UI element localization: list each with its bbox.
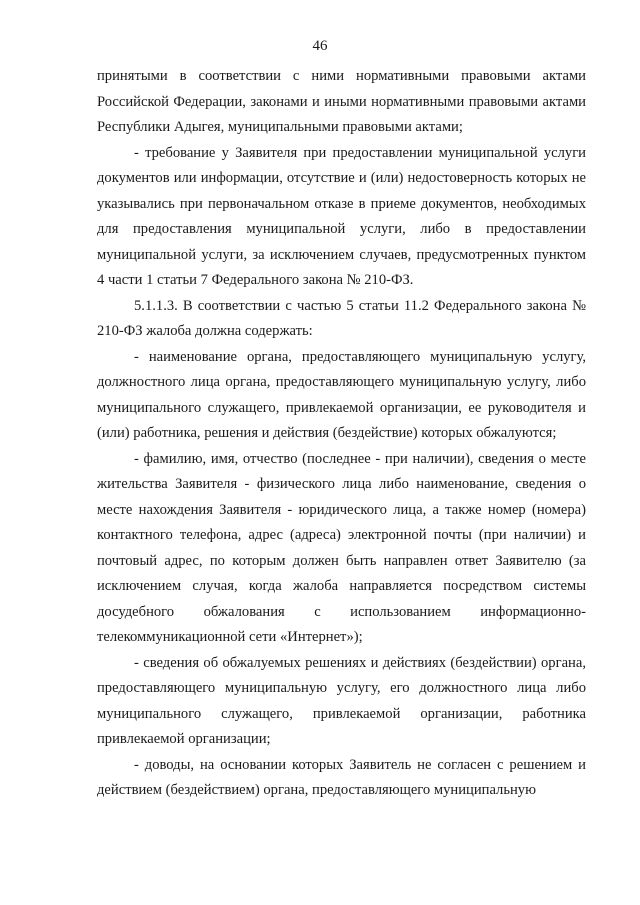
paragraph-list-item: - требование у Заявителя при предоставлении муниципальной услуги документов или информации, отсутствие и (или) недостоверность которых не указывались при первоначальном отказе в приеме документов, необходимых для предоставления муниципальной услуги, либо в предоставлении муниципальной услуги, за исключением случаев, предусмотренных пунктом 4 части 1 статьи 7 Федерального закона № 210-ФЗ. bbox=[97, 144, 586, 288]
page-number: 46 bbox=[312, 38, 328, 54]
paragraph-list-item: - сведения об обжалуемых решениях и действиях (бездействии) органа, предоставляющего муниципальную услугу, его должностного лица либо муниципального служащего, привлекаемой организации, работника привлекаемой организации; bbox=[97, 654, 586, 747]
paragraph-list-item: - наименование органа, предоставляющего муниципальную услугу, должностного лица органа, предоставляющего муниципальную услугу, либо муниципального служащего, привлекаемой организации, ее руководителя и (или) работника, решения и действия (бездействие) которых обжалуются; bbox=[97, 348, 586, 441]
paragraph-list-item: - доводы, на основании которых Заявитель не согласен с решением и действием (бездействием) органа, предоставляющего муниципальную bbox=[97, 756, 586, 798]
paragraph-section-5-1-1-3: 5.1.1.3. В соответствии с частью 5 статьи 11.2 Федерального закона № 210-ФЗ жалоба должна содержать: bbox=[97, 297, 586, 339]
body-text bbox=[97, 64, 586, 804]
paragraph-list-item: - фамилию, имя, отчество (последнее - при наличии), сведения о месте жительства Заявителя - физического лица либо наименование, сведения о месте нахождения Заявителя - юридического лица, а также номер (номера) контактного телефона, адрес (адреса) электронной почты (при наличии) и почтовый адрес, по которым должен быть направлен ответ Заявителю (за исключением случая, когда жалоба направляется посредством системы досудебного обжалования с использованием информационно-телекоммуникационной сети «Интернет»); bbox=[97, 450, 586, 645]
paragraph-continuation: принятыми в соответствии с ними нормативными правовыми актами Российской Федерации, законами и иными нормативными правовыми актами Республики Адыгея, муниципальными правовыми актами; bbox=[97, 68, 586, 135]
